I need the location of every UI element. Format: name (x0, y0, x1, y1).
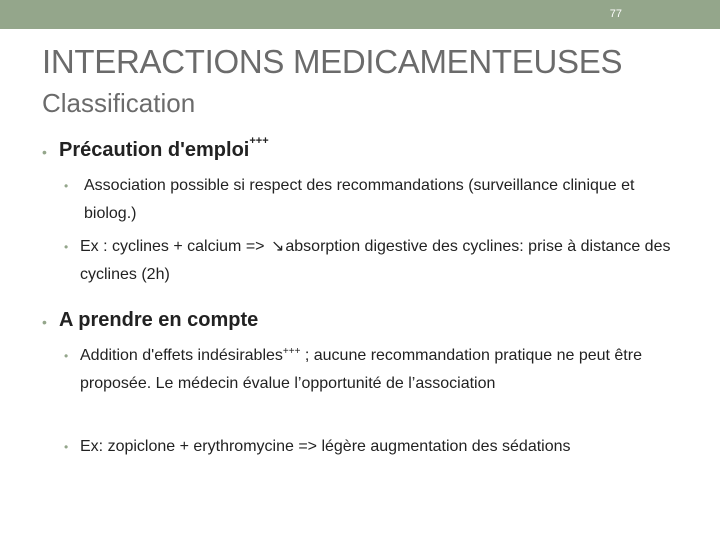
bullet-icon: • (42, 144, 47, 160)
section-heading-superscript: +++ (249, 135, 269, 147)
list-item-superscript: +++ (282, 346, 301, 357)
list-item (64, 342, 684, 398)
section-heading-text: Précaution d'emploi (59, 139, 250, 161)
bullet-icon: • (42, 314, 47, 330)
header-bar (0, 0, 720, 29)
list-item (64, 433, 684, 461)
section-heading-text: A prendre en compte (59, 309, 259, 331)
slide-number: 77 (609, 8, 622, 20)
bullet-icon: • (64, 240, 69, 254)
list-item-text: Ex: zopiclone + erythromycine => légère augmentation des sédations (80, 438, 571, 455)
bullet-icon: • (64, 179, 69, 193)
list-item-text-before: Ex : cyclines + calcium => (80, 238, 269, 255)
list-item-text-after: absorption digestive des cyclines: prise à distance des cyclines (2h) (80, 238, 671, 283)
bullet-icon: • (64, 349, 69, 363)
slide-title: INTERACTIONS MEDICAMENTEUSES (42, 43, 623, 80)
bullet-icon: • (64, 440, 69, 454)
list-item-text: Association possible si respect des recommandations (surveillance clinique et biolog.) (84, 177, 635, 222)
slide-subtitle: Classification (42, 88, 196, 118)
arrow-down-right-icon: ↘ (270, 238, 285, 255)
list-item (64, 233, 684, 289)
list-item-text-after: ; aucune recommandation pratique ne peut être proposée. Le médecin évalue l’opportunité de l’association (80, 347, 642, 392)
list-item-text-before: Addition d'effets indésirables (80, 347, 283, 364)
list-item (64, 172, 684, 228)
